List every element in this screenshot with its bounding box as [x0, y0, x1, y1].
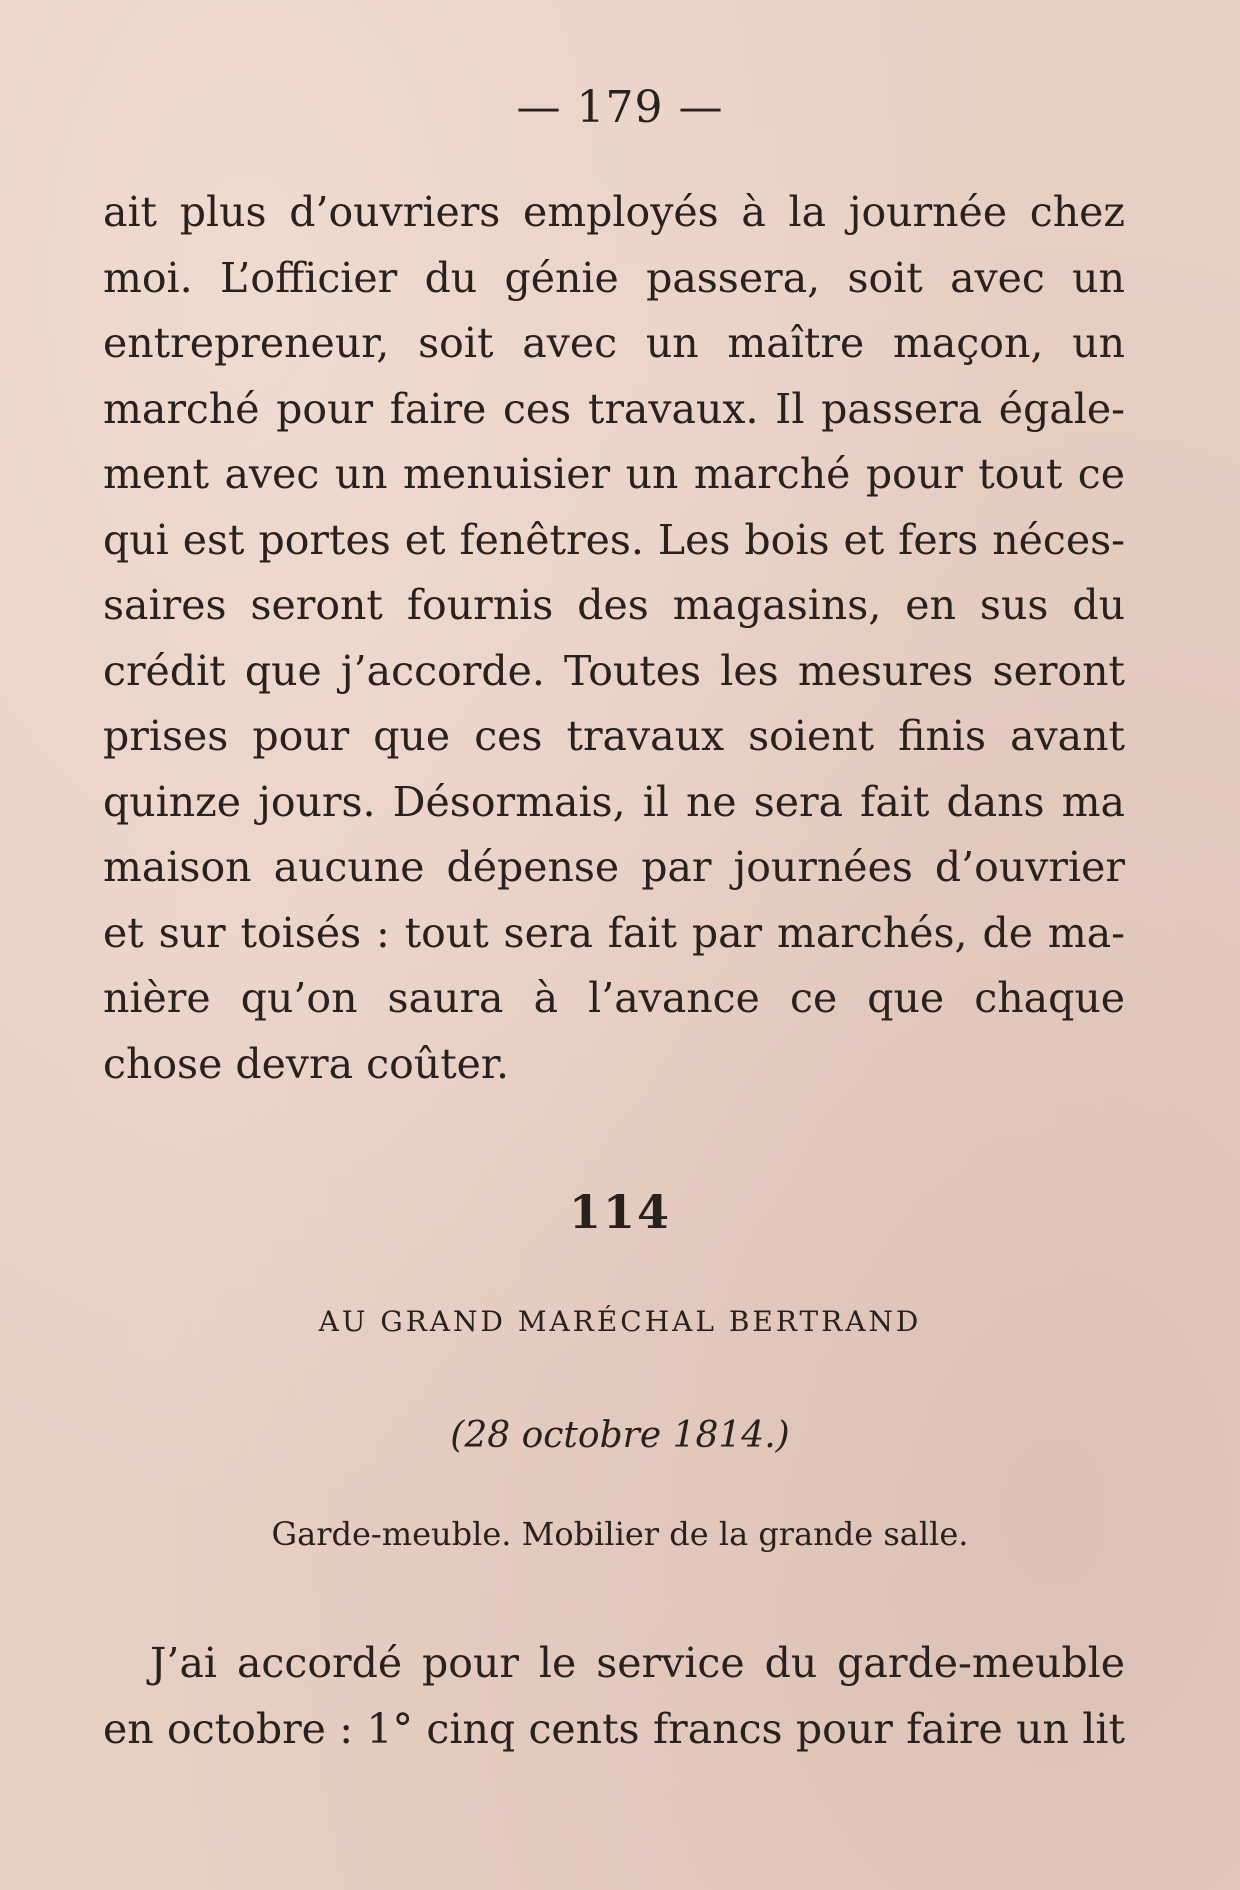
letter-subject: Garde-meuble. Mobilier de la grande salle. — [271, 1515, 969, 1553]
text-line: ment avec un menuisier un marché pour tout ce — [103, 450, 1125, 498]
text-line: J’ai accordé pour le service du garde-meuble — [150, 1639, 1125, 1687]
text-line: prises pour que ces travaux soient finis avant — [103, 712, 1125, 760]
text-line: qui est portes et fenêtres. Les bois et fers néces- — [103, 515, 1125, 564]
text-line: saires seront fournis des magasins, en sus du — [103, 581, 1125, 629]
letter-date: (28 octobre 1814.) — [450, 1415, 790, 1456]
text-line: et sur toisés : tout sera fait par marchés, de ma- — [103, 908, 1125, 957]
letter-recipient: AU GRAND MARÉCHAL BERTRAND — [318, 1305, 922, 1338]
text-line: ait plus d’ouvriers employés à la journée chez — [103, 188, 1125, 236]
letter-number: 114 — [568, 1185, 672, 1239]
text-line: marché pour faire ces travaux. Il passera égale- — [103, 384, 1125, 433]
paragraph-letter-body — [103, 1630, 1125, 1762]
text-line: entrepreneur, soit avec un maître maçon, un — [103, 319, 1125, 367]
page-number: — 179 — — [516, 82, 724, 133]
text-line: chose devra coûter. — [103, 1039, 510, 1088]
text-line: quinze jours. Désormais, il ne sera fait dans ma — [103, 777, 1125, 826]
text-line: nière qu’on saura à l’avance ce que chaque — [103, 974, 1125, 1022]
text-line: moi. L’officier du génie passera, soit avec un — [103, 253, 1125, 302]
text-line: en octobre : 1° cinq cents francs pour faire un lit — [103, 1705, 1125, 1753]
text-line: maison aucune dépense par journées d’ouvrier — [103, 843, 1125, 891]
paragraph-continuation — [103, 180, 1125, 1097]
text-line: crédit que j’accorde. Toutes les mesures seront — [103, 646, 1125, 695]
